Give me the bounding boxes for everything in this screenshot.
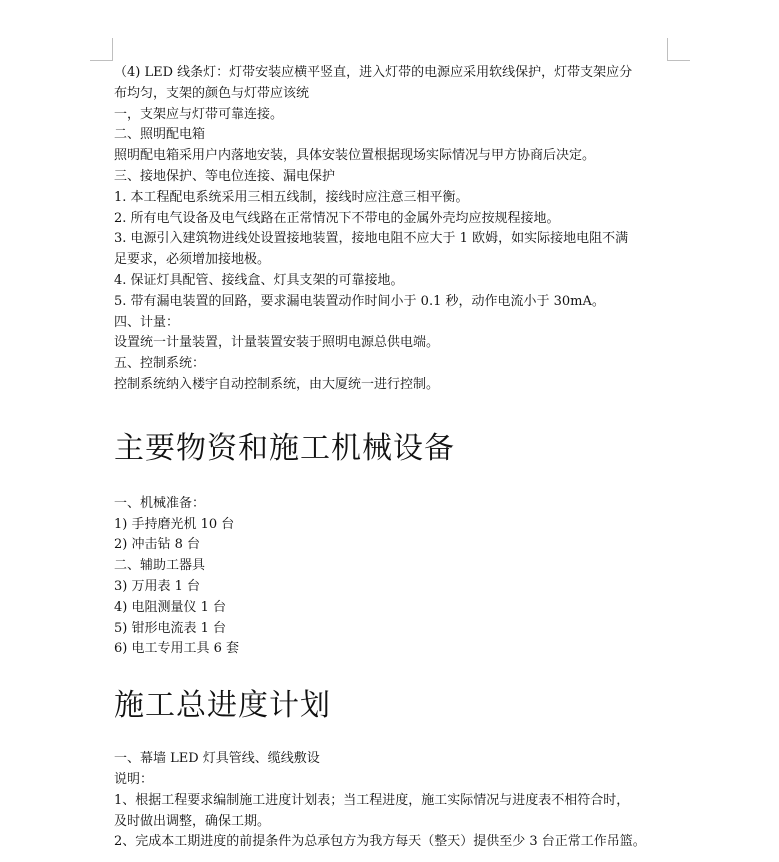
list-item: 5. 带有漏电装置的回路，要求漏电装置动作时间小于 0.1 秒，动作电流小于 30mA。 bbox=[114, 293, 605, 309]
paragraph-line: 设置统一计量装置，计量装置安装于照明电源总供电端。 bbox=[114, 335, 440, 351]
list-item: 6) 电工专用工具 6 套 bbox=[114, 641, 240, 657]
section-subheading: 五、控制系统： bbox=[114, 356, 206, 372]
list-item: 1、根据工程要求编制施工进度计划表；当工程进度，施工实际情况与进度表不相符合时， bbox=[114, 792, 630, 808]
list-item: 3) 万用表 1 台 bbox=[114, 578, 201, 594]
section-subheading: 一、机械准备： bbox=[114, 495, 206, 511]
section-equipment-list bbox=[114, 494, 674, 660]
list-item: 4) 电阻测量仪 1 台 bbox=[114, 599, 227, 615]
document-body bbox=[114, 63, 674, 853]
heading-materials-equipment: 主要物资和施工机械设备 bbox=[114, 430, 455, 466]
section-subheading: 二、照明配电箱 bbox=[114, 127, 206, 143]
page-corner-mark-top-left bbox=[90, 38, 113, 61]
section-schedule-notes bbox=[114, 749, 674, 853]
paragraph-line: 控制系统纳入楼宇自动控制系统，由大厦统一进行控制。 bbox=[114, 376, 440, 392]
list-item: 1. 本工程配电系统采用三相五线制，接线时应注意三相平衡。 bbox=[114, 189, 469, 205]
list-item: 5) 钳形电流表 1 台 bbox=[114, 620, 227, 636]
list-item: 2、完成本工期进度的前提条件为总承包方为我方每天（整天）提供至少 3 台正常工作吊篮。 bbox=[114, 834, 646, 850]
section-subheading: 一、幕墙 LED 灯具管线、缆线敷设 bbox=[114, 751, 320, 767]
section-subheading: 二、辅助工器具 bbox=[114, 558, 206, 574]
list-item: 2) 冲击钻 8 台 bbox=[114, 537, 201, 553]
heading-schedule: 施工总进度计划 bbox=[114, 688, 331, 724]
list-item: 3. 电源引入建筑物进线处设置接地装置，接地电阻不应大于 1 欧姆，如实际接地电阻不满 bbox=[114, 231, 629, 247]
section-subheading: 三、接地保护、等电位连接、漏电保护 bbox=[114, 168, 336, 184]
paragraph-line: 布均匀，支架的颜色与灯带应该统 bbox=[114, 85, 310, 101]
paragraph-line: 说明： bbox=[114, 771, 154, 787]
list-item: 4. 保证灯具配管、接线盒、灯具支架的可靠接地。 bbox=[114, 272, 404, 288]
paragraph-line: 照明配电箱采用户内落地安装，具体安装位置根据现场实际情况与甲方协商后决定。 bbox=[114, 148, 596, 164]
section-subheading: 四、计量： bbox=[114, 314, 180, 330]
section-installation-notes bbox=[114, 63, 674, 396]
paragraph-line: 一，支架应与灯带可靠连接。 bbox=[114, 106, 284, 122]
list-item: 1) 手持磨光机 10 台 bbox=[114, 516, 235, 532]
paragraph-line: （4) LED 线条灯：灯带安装应横平竖直，进入灯带的电源应采用软线保护，灯带支架应分 bbox=[114, 65, 633, 80]
page-corner-mark-top-right bbox=[667, 38, 690, 61]
list-item: 2. 所有电气设备及电气线路在正常情况下不带电的金属外壳均应按规程接地。 bbox=[114, 210, 560, 226]
list-item-continuation: 及时做出调整，确保工期。 bbox=[114, 813, 271, 829]
list-item-continuation: 足要求，必须增加接地极。 bbox=[114, 252, 271, 268]
